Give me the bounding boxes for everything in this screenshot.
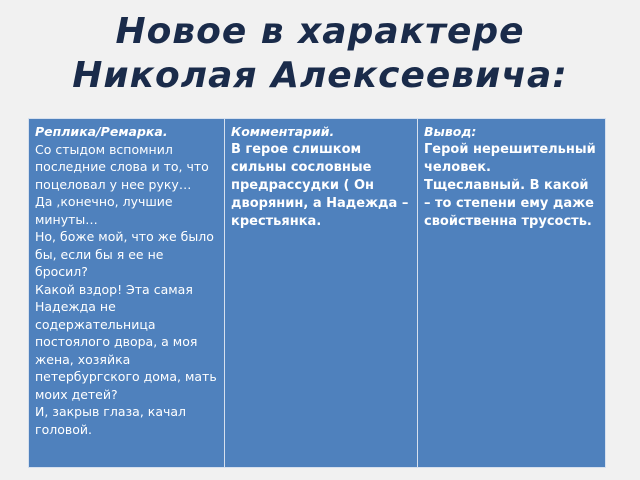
comment-line-1: В герое слишком сильны сословные предрассудки ( Он дворянин, а Надежда – крестьянка.: [231, 141, 409, 229]
conclusion-line-1: Герой нерешительный человек.: [424, 141, 596, 175]
replica-line-3: Но, боже мой, что же было бы, если бы я ее не бросил?: [35, 229, 214, 279]
column-conclusion: [417, 119, 605, 467]
analysis-table: [28, 118, 606, 468]
conclusion-line-2: Тщеславный. В какой – то степени ему даже свойственна трусость.: [424, 177, 594, 229]
replica-line-4: Какой вздор! Эта самая Надежда не содержательница постоялого двора, а моя жена, хозяйка петербургского дома, мать моих детей?: [35, 281, 217, 402]
column-header-conclusion: Вывод:: [424, 124, 477, 139]
replica-line-2: Да ,конечно, лучшие минуты…: [35, 194, 173, 227]
replica-line-1: Со стыдом вспомнил последние слова и то, что поцеловал у нее руку…: [35, 141, 209, 192]
title-line-2: Николая Алексеевича:: [72, 55, 568, 96]
replica-line-5: И, закрыв глаза, качал головой.: [35, 404, 187, 437]
title-line-1: Новое в характере: [115, 11, 525, 52]
column-header-comment: Комментарий.: [231, 124, 335, 139]
slide-title: [0, 10, 640, 98]
column-replica: [29, 119, 224, 467]
column-header-replica: Реплика/Ремарка.: [35, 124, 168, 139]
column-comment: [224, 119, 417, 467]
